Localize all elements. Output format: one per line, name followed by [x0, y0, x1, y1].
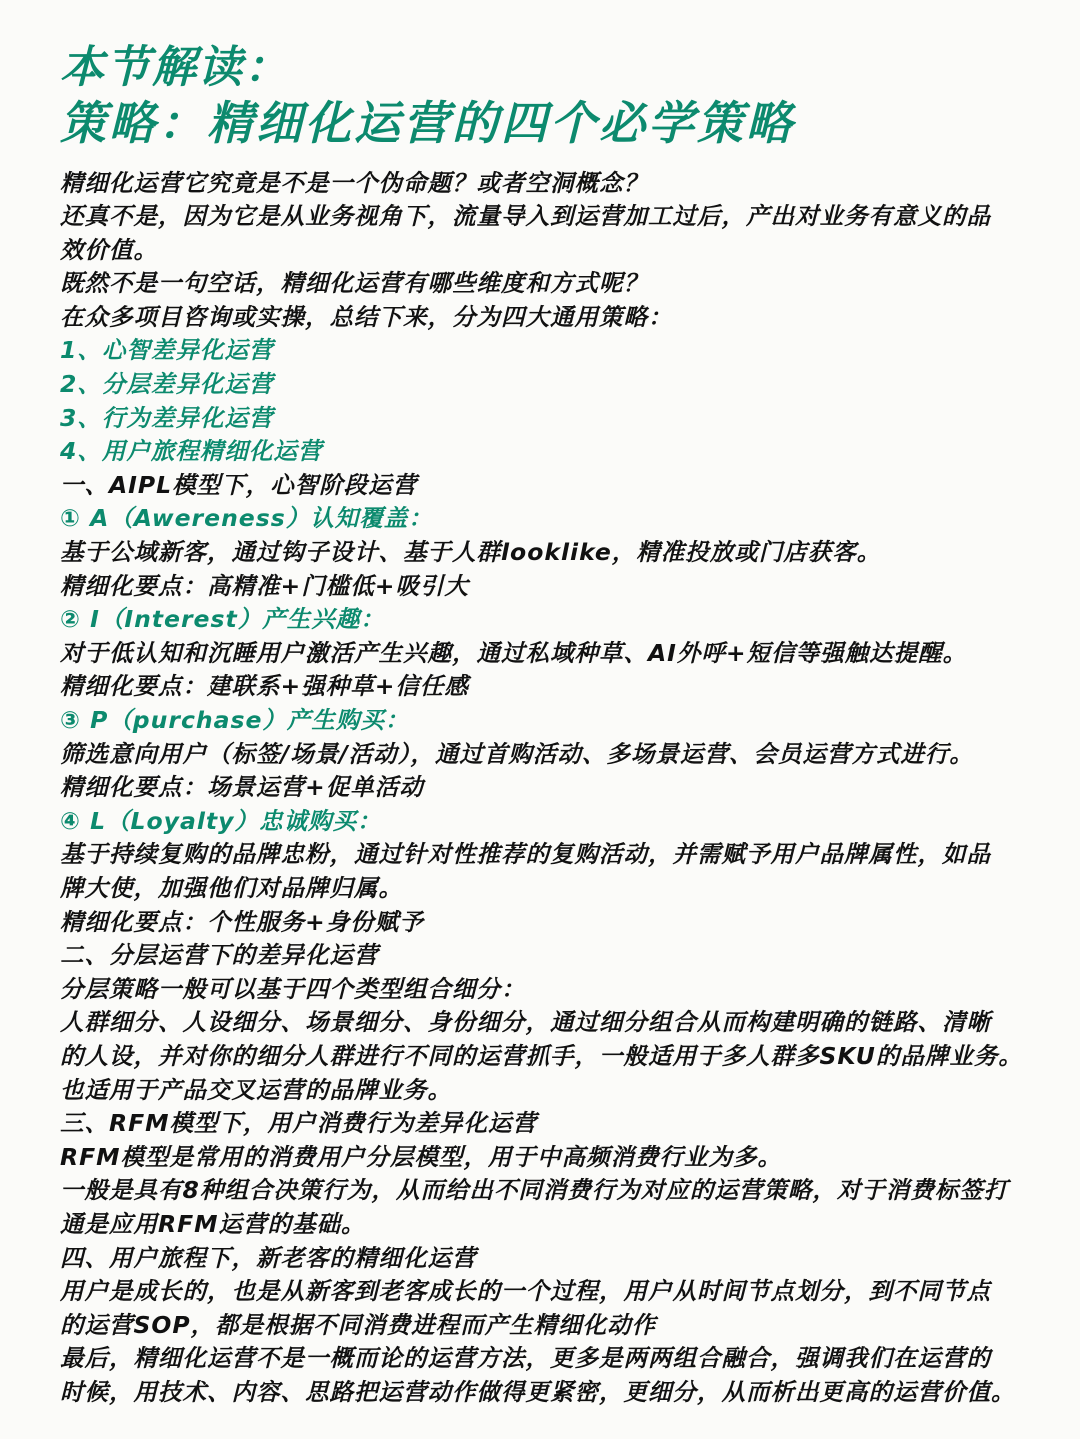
body-line: 分层策略一般可以基于四个类型组合细分： — [60, 974, 526, 1003]
body-line: 用户是成长的，也是从新客到老客成长的一个过程，用户从时间节点划分，到不同节点 — [60, 1277, 991, 1306]
body-line: 时候，用技术、内容、思路把运营动作做得更紧密，更细分，从而析出更高的运营价值。 — [60, 1377, 1016, 1406]
body-line: 精细化运营它究竟是不是一个伪命题？或者空洞概念？ — [60, 168, 648, 197]
section-title: 本节解读： — [60, 42, 290, 93]
body-line: 一、AIPL模型下，心智阶段运营 — [60, 470, 418, 499]
body-line: 对于低认知和沉睡用户激活产生兴趣，通过私域种草、AI外呼+短信等强触达提醒。 — [60, 638, 968, 667]
section-item-line: ④ L（Loyalty）忠诚购买： — [60, 806, 382, 835]
article-title: 策略：精细化运营的四个必学策略 — [60, 96, 795, 150]
body-line: 既然不是一句空话，精细化运营有哪些维度和方式呢？ — [60, 269, 648, 298]
body-line: 二、分层运营下的差异化运营 — [60, 941, 379, 970]
body-line: 基于持续复购的品牌忠粉，通过针对性推荐的复购活动，并需赋予用户品牌属性，如品 — [60, 840, 991, 869]
section-item-line: 4、用户旅程精细化运营 — [60, 437, 323, 466]
body-line: 在众多项目咨询或实操，总结下来，分为四大通用策略： — [60, 302, 673, 331]
section-item-line: 1、心智差异化运营 — [60, 336, 274, 365]
body-line: 四、用户旅程下，新老客的精细化运营 — [60, 1243, 477, 1272]
section-item-line: ① A（Awereness）认知覆盖： — [60, 504, 433, 533]
body-line: 牌大使，加强他们对品牌归属。 — [60, 873, 403, 902]
article-body — [60, 167, 1050, 1410]
body-line: 三、RFM模型下，用户消费行为差异化运营 — [60, 1109, 538, 1138]
body-line: 精细化要点：个性服务+身份赋予 — [60, 907, 424, 936]
body-line: 效价值。 — [60, 235, 158, 264]
body-line: 最后，精细化运营不是一概而论的运营方法，更多是两两组合融合，强调我们在运营的 — [60, 1344, 991, 1373]
body-line: 还真不是，因为它是从业务视角下，流量导入到运营加工过后，产出对业务有意义的品 — [60, 202, 991, 231]
body-line: 通是应用RFM运营的基础。 — [60, 1209, 366, 1238]
body-line: 精细化要点：建联系+强种草+信任感 — [60, 672, 469, 701]
body-line: 一般是具有8种组合决策行为，从而给出不同消费行为对应的运营策略，对于消费标签打 — [60, 1176, 1009, 1205]
body-line: 基于公域新客，通过钩子设计、基于人群looklike，精准投放或门店获客。 — [60, 538, 882, 567]
section-item-line: 2、分层差异化运营 — [60, 370, 274, 399]
section-item-line: ② I（Interest）产生兴趣： — [60, 605, 385, 634]
body-line: RFM模型是常用的消费用户分层模型，用于中高频消费行业为多。 — [60, 1142, 783, 1171]
body-line: 精细化要点：高精准+门槛低+吸引大 — [60, 571, 469, 600]
body-line: 精细化要点：场景运营+促单活动 — [60, 773, 424, 802]
body-line: 的运营SOP，都是根据不同消费进程而产生精细化动作 — [60, 1310, 657, 1339]
body-line: 筛选意向用户（标签/场景/活动），通过首购活动、多场景运营、会员运营方式进行。 — [60, 739, 974, 768]
section-item-line: ③ P（purchase）产生购买： — [60, 706, 410, 734]
body-line: 人群细分、人设细分、场景细分、身份细分，通过细分组合从而构建明确的链路、清晰 — [60, 1008, 991, 1037]
section-item-line: 3、行为差异化运营 — [60, 403, 274, 432]
body-line: 也适用于产品交叉运营的品牌业务。 — [60, 1075, 452, 1104]
body-line: 的人设，并对你的细分人群进行不同的运营抓手，一般适用于多人群多SKU的品牌业务。 — [60, 1041, 1023, 1070]
